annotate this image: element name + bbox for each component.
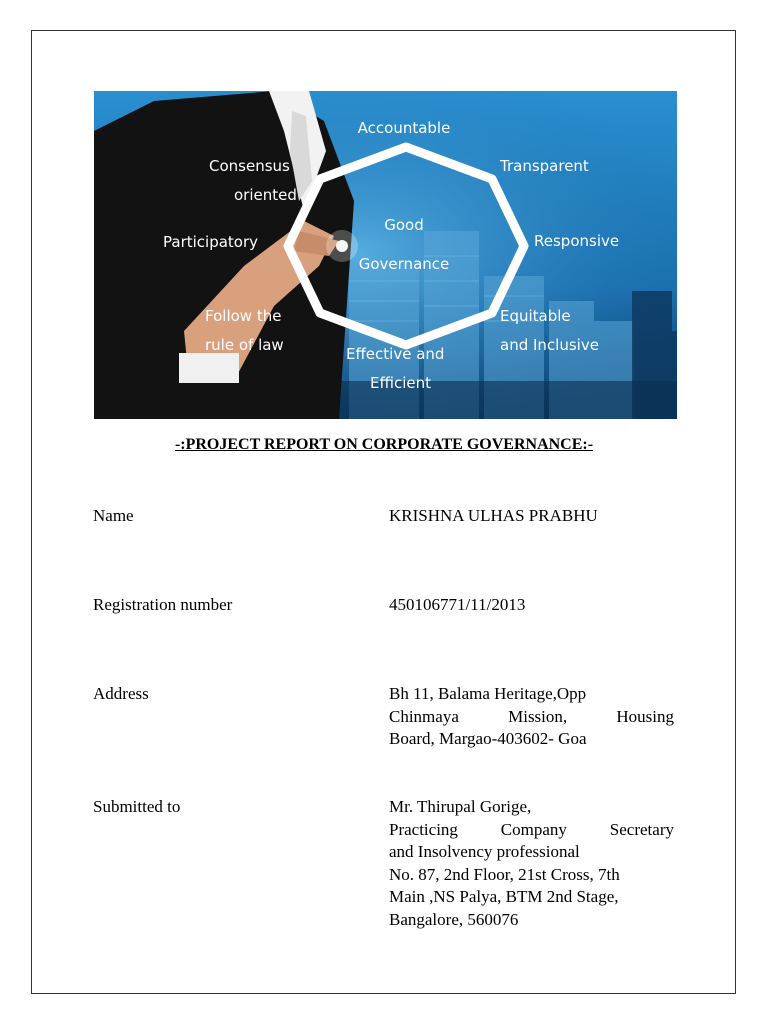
- submitted-to-line: Mr. Thirupal Gorige,: [389, 797, 532, 816]
- label-transparent: Transparent: [500, 157, 589, 175]
- label-effective-1: Effective and: [346, 345, 445, 363]
- registration-value-text: 450106771/11/2013: [389, 595, 526, 614]
- name-value-text: KRISHNA ULHAS PRABHU: [389, 506, 598, 525]
- address-line: Bh 11, Balama Heritage,Opp: [389, 684, 587, 703]
- submitted-to-line: Bangalore, 560076: [389, 909, 519, 929]
- submitted-to-line: Practicing Company Secretary: [389, 819, 674, 839]
- submitted-to-label: Submitted to: [93, 797, 181, 816]
- name-value: [389, 505, 674, 528]
- address-line: Board, Margao-403602- Goa: [389, 729, 587, 748]
- registration-label: Registration number: [93, 595, 233, 614]
- name-label: Name: [93, 506, 134, 525]
- registration-value: [389, 594, 674, 617]
- label-effective-2: Efficient: [370, 374, 432, 392]
- address-line: Chinmaya Mission, Housing: [389, 706, 674, 726]
- label-responsive: Responsive: [534, 232, 620, 250]
- label-rule-2: rule of law: [205, 336, 284, 354]
- cover-image: [94, 91, 677, 419]
- address-value: [389, 683, 674, 751]
- address-label: Address: [93, 684, 149, 703]
- cover-center-title-2: Governance: [358, 255, 450, 273]
- businessman-figure: [94, 91, 354, 419]
- submitted-to-value: [389, 796, 674, 931]
- label-accountable: Accountable: [357, 119, 451, 137]
- label-participatory: Participatory: [163, 233, 259, 251]
- label-consensus-2: oriented: [234, 186, 297, 204]
- cover-center-title-1: Good: [384, 216, 424, 234]
- label-consensus-1: Consensus: [209, 157, 290, 175]
- submitted-to-line: Main ,NS Palya, BTM 2nd Stage,: [389, 887, 619, 906]
- submitted-to-line: and Insolvency professional: [389, 842, 580, 861]
- label-equitable-2: and Inclusive: [500, 336, 599, 354]
- label-rule-1: Follow the: [205, 307, 282, 325]
- label-equitable-1: Equitable: [500, 307, 571, 325]
- submitted-to-line: No. 87, 2nd Floor, 21st Cross, 7th: [389, 864, 620, 884]
- report-title: -:PROJECT REPORT ON CORPORATE GOVERNANCE:-: [174, 436, 594, 453]
